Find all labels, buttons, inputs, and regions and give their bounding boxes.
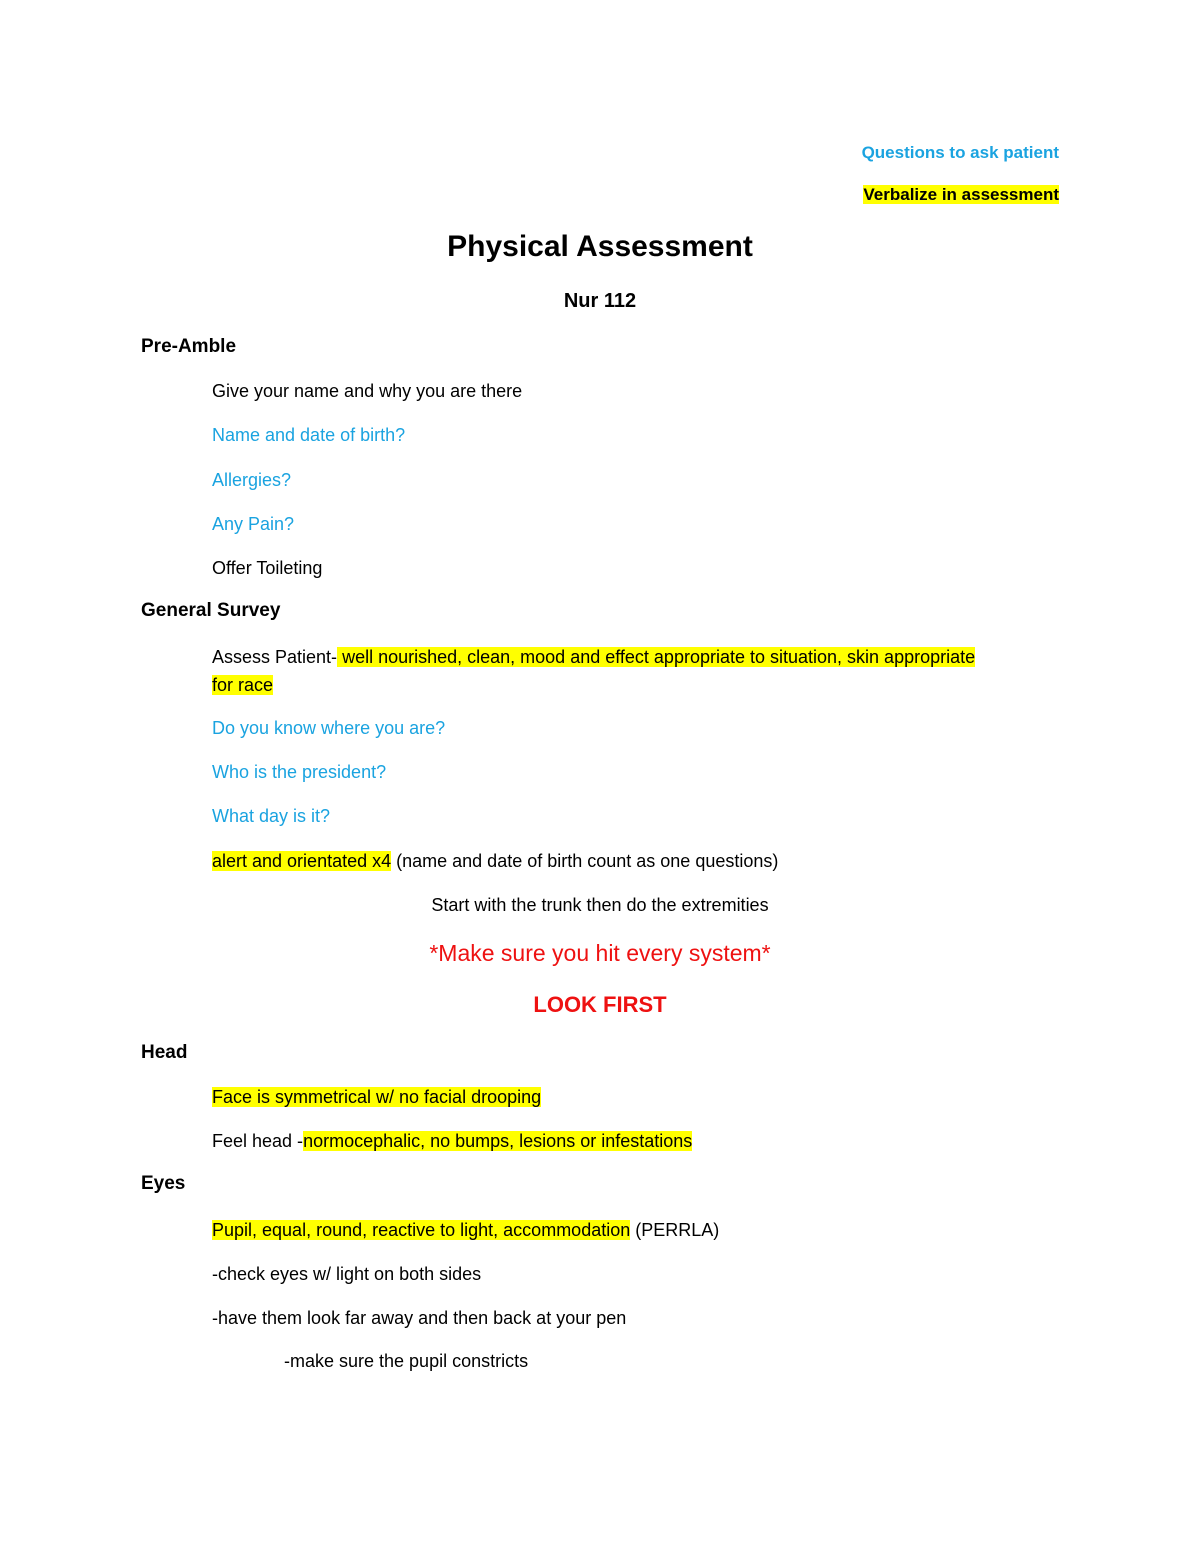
system-reminder: *Make sure you hit every system* [429, 940, 771, 966]
look-first-note: LOOK FIRST [533, 992, 667, 1017]
page-title: Physical Assessment [447, 230, 753, 263]
trunk-note: Start with the trunk then do the extremities [431, 895, 769, 915]
section-heading-general-survey: General Survey [141, 600, 281, 621]
assess-patient-line-2 [212, 673, 273, 697]
eyes-perrla-highlight: Pupil, equal, round, reactive to light, accommodation [212, 1220, 631, 1240]
head-face-line [212, 1085, 541, 1109]
legend-verbalize-text: Verbalize in assessment [863, 185, 1059, 204]
orientation-question: What day is it? [212, 806, 331, 826]
assess-highlight-cont: for race [212, 675, 274, 695]
eyes-perrla-note: (PERRLA) [630, 1220, 720, 1240]
assess-prefix: Assess Patient- [212, 647, 338, 667]
orientation-highlight: alert and orientated x4 [212, 851, 392, 871]
head-feel-line [212, 1129, 692, 1153]
orientation-note: (name and date of birth count as one questions) [391, 851, 779, 871]
orientation-question: Do you know where you are? [212, 718, 446, 738]
preamble-item: Offer Toileting [212, 558, 323, 578]
eyes-item: -check eyes w/ light on both sides [212, 1264, 482, 1284]
section-heading-preamble: Pre-Amble [141, 336, 237, 357]
legend-verbalize [863, 183, 1059, 207]
preamble-question: Name and date of birth? [212, 425, 406, 445]
head-face-highlight: Face is symmetrical w/ no facial drooping [212, 1087, 542, 1107]
page-subtitle: Nur 112 [563, 290, 637, 312]
section-heading-eyes: Eyes [141, 1173, 186, 1194]
preamble-question: Any Pain? [212, 514, 295, 534]
orientation-question: Who is the president? [212, 762, 387, 782]
head-feel-highlight: normocephalic, no bumps, lesions or infestations [303, 1131, 693, 1151]
assess-patient-line [212, 645, 975, 669]
preamble-item: Give your name and why you are there [212, 381, 523, 401]
head-feel-prefix: Feel head - [212, 1131, 304, 1151]
orientation-summary [212, 849, 778, 873]
legend-questions: Questions to ask patient [861, 143, 1059, 162]
eyes-subitem: -make sure the pupil constricts [284, 1351, 529, 1371]
assess-highlight: well nourished, clean, mood and effect appropriate to situation, skin appropriate [337, 647, 976, 667]
section-heading-head: Head [141, 1042, 188, 1063]
eyes-item: -have them look far away and then back at your pen [212, 1308, 627, 1328]
eyes-perrla-line [212, 1218, 719, 1242]
preamble-question: Allergies? [212, 470, 292, 490]
